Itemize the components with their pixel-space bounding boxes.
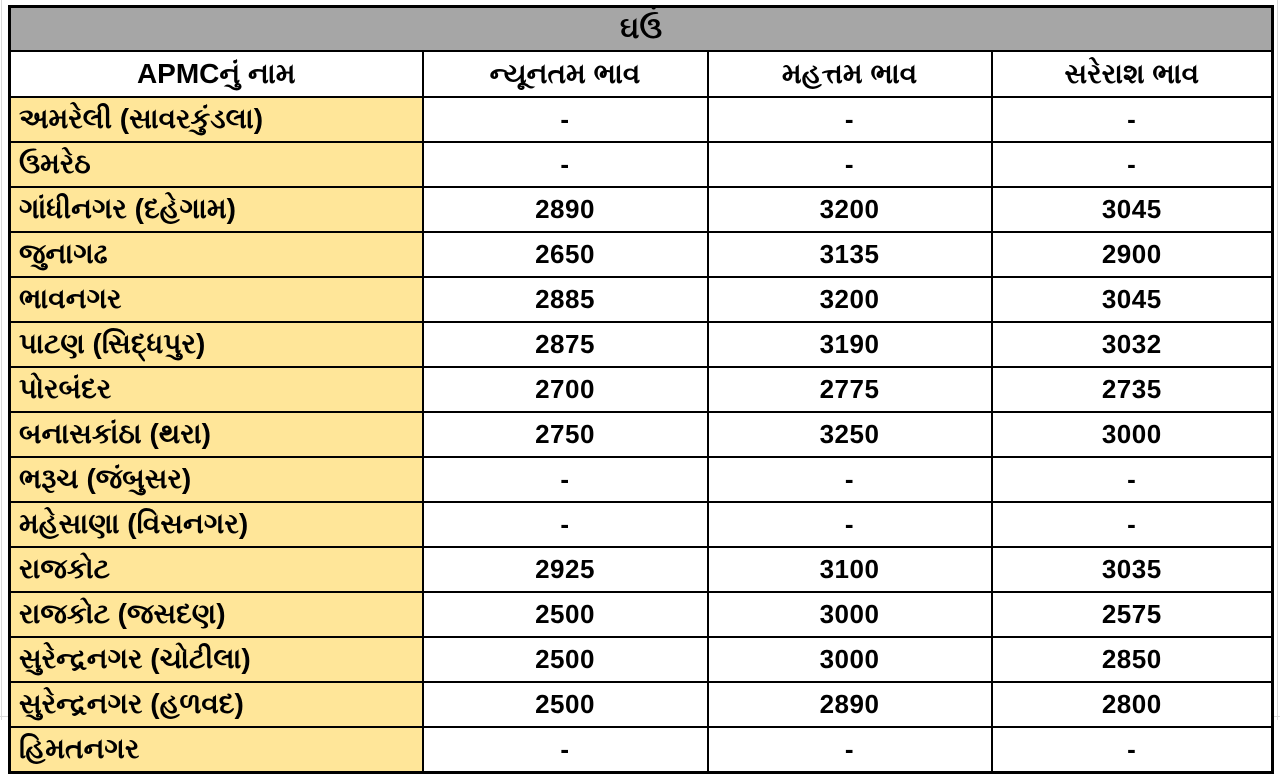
sheet-gridline-left [1, 0, 2, 720]
avg-price-cell: 3032 [992, 322, 1273, 367]
min-price-cell: 2500 [423, 682, 708, 727]
avg-price-cell: 2800 [992, 682, 1273, 727]
apmc-name-cell: પાટણ (સિદ્ધપુર) [10, 322, 423, 367]
sheet-gridline-right [1277, 0, 1278, 720]
table-row [10, 637, 1273, 682]
avg-price-cell: - [992, 502, 1273, 547]
apmc-name-cell: સુરેન્દ્રનગર (ચોટીલા) [10, 637, 423, 682]
min-price-cell: 2875 [423, 322, 708, 367]
apmc-name-cell: ગાંધીનગર (દહેગામ) [10, 187, 423, 232]
table-row [10, 682, 1273, 727]
table-row [10, 592, 1273, 637]
min-price-cell: - [423, 97, 708, 142]
apmc-name-cell: રાજકોટ [10, 547, 423, 592]
table-row [10, 727, 1273, 773]
table-row [10, 277, 1273, 322]
column-header-apmc-name: APMCનું નામ [10, 51, 423, 97]
min-price-cell: 2750 [423, 412, 708, 457]
table-row [10, 547, 1273, 592]
max-price-cell: 3200 [708, 277, 992, 322]
avg-price-cell: 2850 [992, 637, 1273, 682]
apmc-name-cell: અમરેલી (સાવરકુંડલા) [10, 97, 423, 142]
min-price-cell: - [423, 502, 708, 547]
max-price-cell: - [708, 502, 992, 547]
avg-price-cell: 2735 [992, 367, 1273, 412]
min-price-cell: 2500 [423, 637, 708, 682]
table-row [10, 502, 1273, 547]
apmc-name-cell: હિમતનગર [10, 727, 423, 773]
max-price-cell: 3250 [708, 412, 992, 457]
column-header-avg-price: સરેરાશ ભાવ [992, 51, 1273, 97]
table-row [10, 97, 1273, 142]
table-row [10, 412, 1273, 457]
title-row [10, 7, 1273, 52]
apmc-name-cell: ઉમરેઠ [10, 142, 423, 187]
avg-price-cell: 3045 [992, 187, 1273, 232]
avg-price-cell: - [992, 727, 1273, 773]
max-price-cell: - [708, 457, 992, 502]
avg-price-cell: - [992, 457, 1273, 502]
max-price-cell: 3200 [708, 187, 992, 232]
table-row [10, 142, 1273, 187]
apmc-name-cell: મહેસાણા (વિસનગર) [10, 502, 423, 547]
max-price-cell: 3000 [708, 637, 992, 682]
avg-price-cell: - [992, 97, 1273, 142]
apmc-name-cell: ભરૂચ (જંબુસર) [10, 457, 423, 502]
min-price-cell: 2890 [423, 187, 708, 232]
table-row [10, 187, 1273, 232]
table-title: ઘઉં [10, 7, 1273, 52]
min-price-cell: 2885 [423, 277, 708, 322]
avg-price-cell: - [992, 142, 1273, 187]
apmc-name-cell: રાજકોટ (જસદણ) [10, 592, 423, 637]
max-price-cell: 2890 [708, 682, 992, 727]
max-price-cell: 3100 [708, 547, 992, 592]
apmc-price-table [8, 5, 1274, 774]
avg-price-cell: 2575 [992, 592, 1273, 637]
apmc-name-cell: બનાસકાંઠા (થરા) [10, 412, 423, 457]
avg-price-cell: 2900 [992, 232, 1273, 277]
apmc-name-cell: સુરેન્દ્રનગર (હળવદ) [10, 682, 423, 727]
min-price-cell: - [423, 142, 708, 187]
header-row [10, 51, 1273, 97]
max-price-cell: 3135 [708, 232, 992, 277]
table-row [10, 457, 1273, 502]
max-price-cell: - [708, 727, 992, 773]
avg-price-cell: 3035 [992, 547, 1273, 592]
min-price-cell: 2650 [423, 232, 708, 277]
max-price-cell: - [708, 97, 992, 142]
apmc-name-cell: જુનાગઢ [10, 232, 423, 277]
min-price-cell: 2500 [423, 592, 708, 637]
column-header-max-price: મહત્તમ ભાવ [708, 51, 992, 97]
max-price-cell: - [708, 142, 992, 187]
max-price-cell: 3000 [708, 592, 992, 637]
avg-price-cell: 3000 [992, 412, 1273, 457]
apmc-name-cell: ભાવનગર [10, 277, 423, 322]
apmc-name-cell: પોરબંદર [10, 367, 423, 412]
min-price-cell: - [423, 727, 708, 773]
avg-price-cell: 3045 [992, 277, 1273, 322]
column-header-min-price: ન્યૂનતમ ભાવ [423, 51, 708, 97]
table-row [10, 232, 1273, 277]
min-price-cell: 2700 [423, 367, 708, 412]
max-price-cell: 2775 [708, 367, 992, 412]
max-price-cell: 3190 [708, 322, 992, 367]
min-price-cell: - [423, 457, 708, 502]
min-price-cell: 2925 [423, 547, 708, 592]
table-row [10, 367, 1273, 412]
table-row [10, 322, 1273, 367]
